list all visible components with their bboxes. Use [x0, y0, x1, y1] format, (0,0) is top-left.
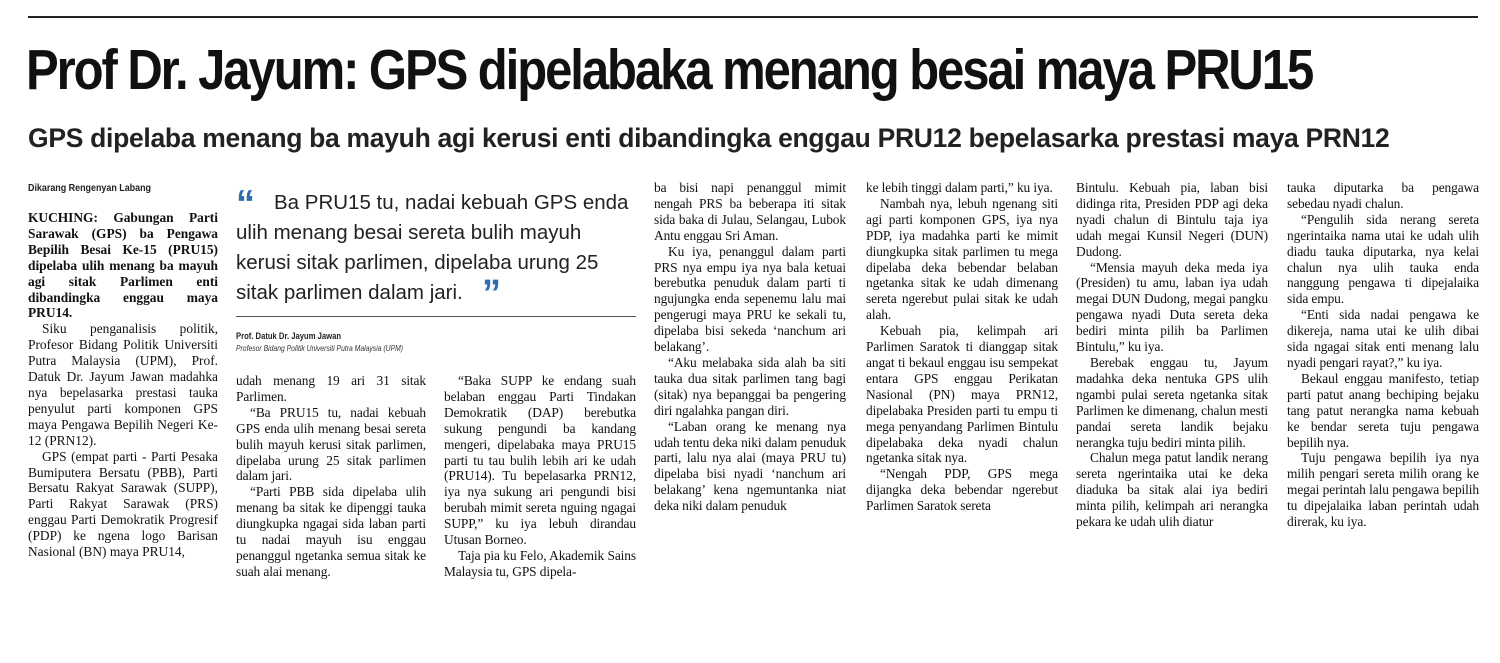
lead-intro: KUCHING: Gabungan Parti Sarawak (GPS) ba Pengawa Bepilih Besai Ke-15 (PRU15) dipelaba ulih menang ba mayuh agi sitak Parlimen enti dibandingka enggau maya PRU14.	[28, 210, 218, 321]
column-paragraph: “Baka SUPP ke endang suah belaban enggau Parti Tindakan Demokratik (DAP) berebutka sukung pengundi ba kandang mengeri, dipelabaka maya PRU15 parti tu tau bulih lebih ari ke udah (PRU14). Tu bepelasarka PRN12, iya nya sukung ari pengundi bisi berubah mimit sereta nguing ngagai SUPP,” ku iya lebuh dirandau Utusan Borneo.	[444, 373, 636, 548]
article-column-3	[444, 373, 636, 580]
column-paragraph: Kebuah pia, kelimpah ari Parlimen Saratok ti dianggap sitak angat ti bekaul enggau isu sempekat entara GPS enggau Perikatan Nasional (PN) maya PRN12, dipelabaka Presiden parti tu empu ti mega penyandang Parlimen Bintulu dipelabaka deka nyadi chalun ngetanka sitak nya.	[866, 323, 1058, 466]
pull-quote-text: Ba PRU15 tu, nadai kebuah GPS enda ulih menang besai sereta bulih mayuh kerusi sitak parlimen, dipelaba urung 25 sitak parlimen dalam jari.	[236, 191, 629, 304]
byline: Dikarang Rengenyan Labang	[28, 182, 151, 194]
column-paragraph: Taja pia ku Felo, Akademik Sains Malaysia tu, GPS dipela-	[444, 547, 636, 579]
headline: Prof Dr. Jayum: GPS dipelabaka menang besai maya PRU15	[26, 38, 1313, 102]
column-paragraph: tauka diputarka ba pengawa sebedau nyadi chalun.	[1287, 180, 1479, 211]
article-column-2	[236, 373, 426, 580]
lead-paragraph: Siku penganalisis politik, Profesor Bidang Politik Universiti Putra Malaysia (UPM), Prof. Datuk Dr. Jayum Jawan madahka nya bepelasarka prestasi tauka penyulut parti komponen GPS maya Pengawa Bepilih Negeri Ke-12 (PRN12).	[28, 321, 218, 448]
column-paragraph: “Mensia mayuh deka meda iya (Presiden) tu amu, laban iya udah megai DUN Dudong, megai pangku pengawa nyadi Duta sereta deka bediri minta pilih ba Parlimen Bintulu,” ku iya.	[1076, 259, 1268, 355]
lead-paragraph: GPS (empat parti - Parti Pesaka Bumiputera Bersatu (PBB), Parti Bersatu Rakyat Sarawak (SUPP), Parti Rakyat Sarawak (PRS) enggau Parti Demokratik Progresif (PDP) ke ngena logo Barisan Nasional (BN) maya PRU14,	[28, 448, 218, 560]
column-paragraph: Nambah nya, lebuh ngenang siti agi parti komponen GPS, iya nya PDP, iya madahka parti ke mimit diungkupka sitak parlimen tu mega dipelaba deka bebendar belaban ngetanka sitak ke udah dimenang sereta ngerebut pulai sitak ke udah alah.	[866, 195, 1058, 323]
article-column-6	[1076, 180, 1268, 530]
column-paragraph: Bekaul enggau manifesto, tetiap parti patut anang bechiping bejaku tang patut nerangka nama kebuah ke bendar sereta tuju pengawa bepilih nya.	[1287, 370, 1479, 450]
lead-column	[28, 210, 218, 560]
open-quote-icon: “	[236, 183, 255, 225]
pull-quote-attribution-name: Prof. Datuk Dr. Jayum Jawan	[236, 331, 342, 341]
column-paragraph: Berebak enggau tu, Jayum madahka deka nentuka GPS ulih ngambi pulai sereta ngetanka sitak Parlimen ke dimenang, chalun mesti pandai sereta landik bejaku nerangka tuju bediri minta pilih.	[1076, 354, 1268, 450]
column-paragraph: Ku iya, penanggul dalam parti PRS nya empu iya nya bala ketuai berebutka penuduk dalam parti ti ngujungka enda sepenemu lalu mai pengerugi maya PRU ke sekali tu, dipelaba bisi sekeda ‘nanchum ari belakang’.	[654, 243, 846, 355]
column-paragraph: udah menang 19 ari 31 sitak Parlimen.	[236, 373, 426, 404]
column-paragraph: “Nengah PDP, GPS mega dijangka deka bebendar ngerebut Parlimen Saratok sereta	[866, 466, 1058, 514]
column-paragraph: ke lebih tinggi dalam parti,” ku iya.	[866, 180, 1053, 195]
column-paragraph: Tuju pengawa bepilih iya nya milih pengari sereta milih orang ke megai perintah lalu pengawa bepilih tu dipejalaika laban perintah udah direrak, ku iya.	[1287, 450, 1479, 530]
column-paragraph: Bintulu. Kebuah pia, laban bisi didinga rita, Presiden PDP agi deka nyadi chalun di Bintulu taja iya udah megai Kunsil Negeri (DUN) Dudong.	[1076, 180, 1268, 259]
column-paragraph: Chalun mega patut landik nerang sereta ngerintaika utai ke deka diaduka ba sitak alai iya bediri minta pilih, kelimpah ari nerangka pekara ke udah ulih diatur	[1076, 450, 1268, 530]
column-paragraph: “Ba PRU15 tu, nadai kebuah GPS enda ulih menang besai sereta bulih mayuh kerusi sitak parlimen, dipelaba urung 25 sitak parlimen dalam jari.	[236, 404, 426, 484]
column-paragraph: ba bisi napi penanggul mimit nengah PRS ba beberapa iti sitak sida baka di Julau, Selangau, Lubok Antu enggau Sri Aman.	[654, 180, 846, 243]
subheadline: GPS dipelaba menang ba mayuh agi kerusi enti dibandingka enggau PRU12 bepelasarka prestasi maya PRN12	[28, 123, 1390, 153]
article-column-4	[654, 180, 846, 514]
close-quote-icon: ”	[482, 273, 501, 315]
article-column-5	[866, 180, 1058, 514]
column-paragraph: “Enti sida nadai pengawa ke dikereja, nama utai ke ulih dibai sida ngagai sitak enti menang lalu nyadi pengari rayat?,” ku iya.	[1287, 307, 1479, 370]
top-rule	[28, 16, 1478, 18]
column-paragraph: “Pengulih sida nerang sereta ngerintaika nama utai ke udah ulih diadu tauka diputarka, nya kelai chalun nya ulih tauka enda nanggung pengawa ti dipejalaika sida empu.	[1287, 211, 1479, 307]
pull-quote-attribution-title: Profesor Bidang Politik Universiti Putra Malaysia (UPM)	[236, 344, 404, 353]
column-paragraph: “Parti PBB sida dipelaba ulih menang ba sitak ke dipenggi tauka diungkupka ngagai sida laban parti tu nadai mayuh isu enggau penanggul ngetanka semua sitak ke suah alai menang.	[236, 484, 426, 579]
article-column-7	[1287, 180, 1479, 530]
column-paragraph: “Laban orang ke menang nya udah tentu deka niki dalam penuduk parti, lalu nya alai (maya PRU tu) dipelaba bisi nyadi ‘nanchum ari belakang’ kena ngemuntanka niat deka niki dalam penuduk	[654, 418, 846, 514]
column-paragraph: “Aku melabaka sida alah ba siti tauka dua sitak parlimen tang bagi (sitak) nya bepanggai ba pengering diri ngalahka pangan diri.	[654, 354, 846, 418]
pull-quote-divider	[236, 316, 636, 317]
